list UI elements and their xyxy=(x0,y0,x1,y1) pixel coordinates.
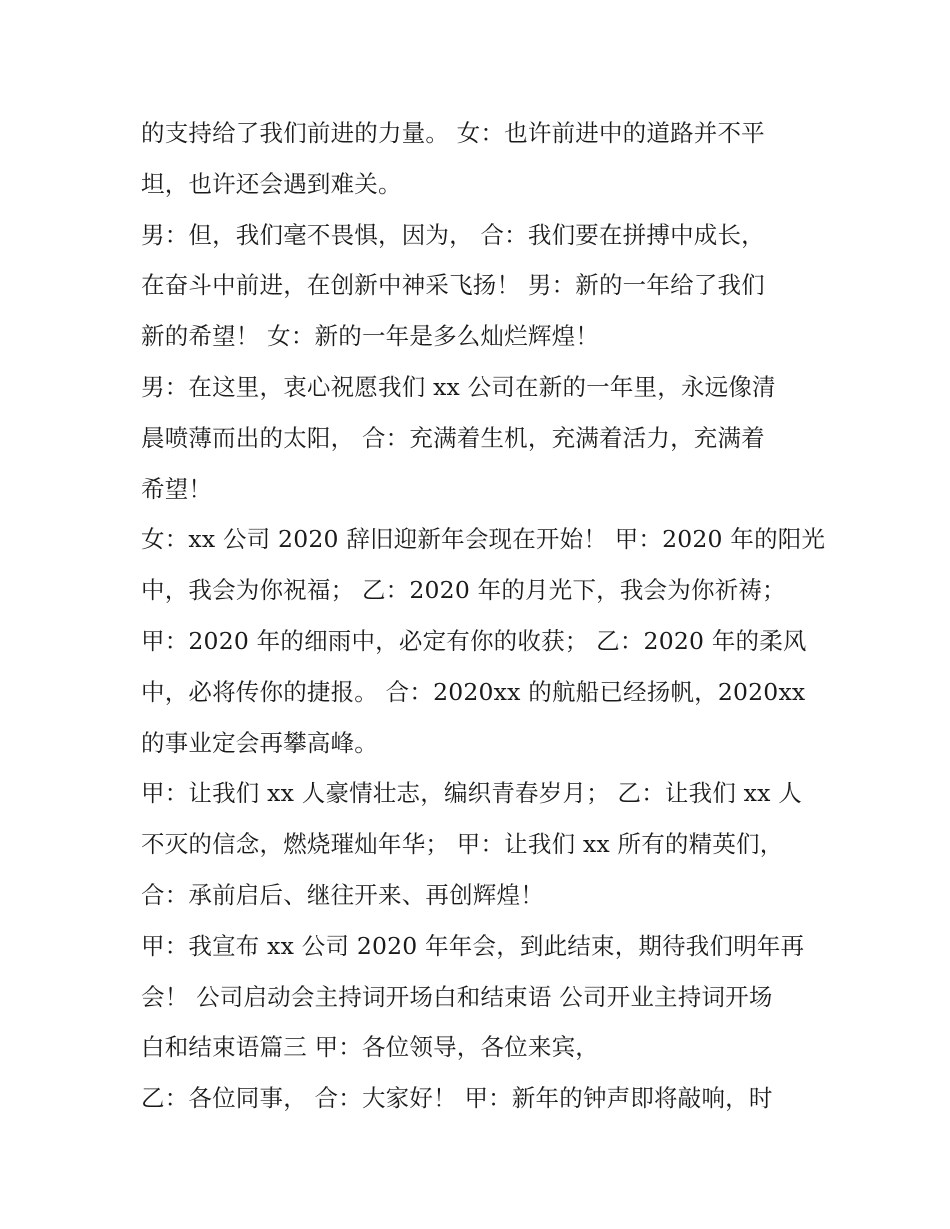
text-line: 新的希望！ 女：新的一年是多么灿烂辉煌！ xyxy=(141,322,599,351)
text-line: 女：xx 公司 2020 辞旧迎新年会现在开始！ 甲：2020 年的阳光 xyxy=(141,525,826,554)
text-line: 在奋斗中前进，在创新中神采飞扬！ 男：新的一年给了我们 xyxy=(141,271,765,300)
text-line: 希望！ xyxy=(141,474,213,503)
text-line: 中，必将传你的捷报。 合：2020xx 的航船已经扬帆，2020xx xyxy=(141,677,806,706)
text-line: 合：承前启后、继往开来、再创辉煌！ xyxy=(141,880,544,909)
text-line: 白和结束语篇三 甲：各位领导，各位来宾， xyxy=(141,1033,599,1062)
text-line: 男：但，我们毫不畏惧，因为， 合：我们要在拼搏中成长， xyxy=(141,220,765,249)
text-line: 的支持给了我们前进的力量。 女：也许前进中的道路并不平 xyxy=(141,119,765,147)
text-line: 坦，也许还会遇到难关。 xyxy=(141,169,402,198)
document-body xyxy=(141,108,826,1124)
text-line: 不灭的信念，燃烧璀灿年华； 甲：让我们 xx 所有的精英们， xyxy=(141,830,784,859)
text-line: 晨喷薄而出的太阳， 合：充满着生机，充满着活力，充满着 xyxy=(141,423,765,452)
text-line: 中，我会为你祝福； 乙：2020 年的月光下，我会为你祈祷； xyxy=(141,576,786,605)
text-line: 的事业定会再攀高峰。 xyxy=(141,728,378,757)
text-line: 甲：2020 年的细雨中，必定有你的收获； 乙：2020 年的柔风 xyxy=(141,626,807,655)
text-line: 甲：让我们 xx 人豪情壮志，编织青春岁月； 乙：让我们 xx 人 xyxy=(141,779,802,808)
text-line: 甲：我宣布 xx 公司 2020 年年会，到此结束，期待我们明年再 xyxy=(141,931,805,960)
text-line: 会！ 公司启动会主持词开场白和结束语 公司开业主持词开场 xyxy=(141,982,773,1011)
text-line: 男：在这里，衷心祝愿我们 xx 公司在新的一年里，永远像清 xyxy=(141,372,776,401)
text-line: 乙：各位同事， 合：大家好！ 甲：新年的钟声即将敲响，时 xyxy=(141,1084,773,1113)
